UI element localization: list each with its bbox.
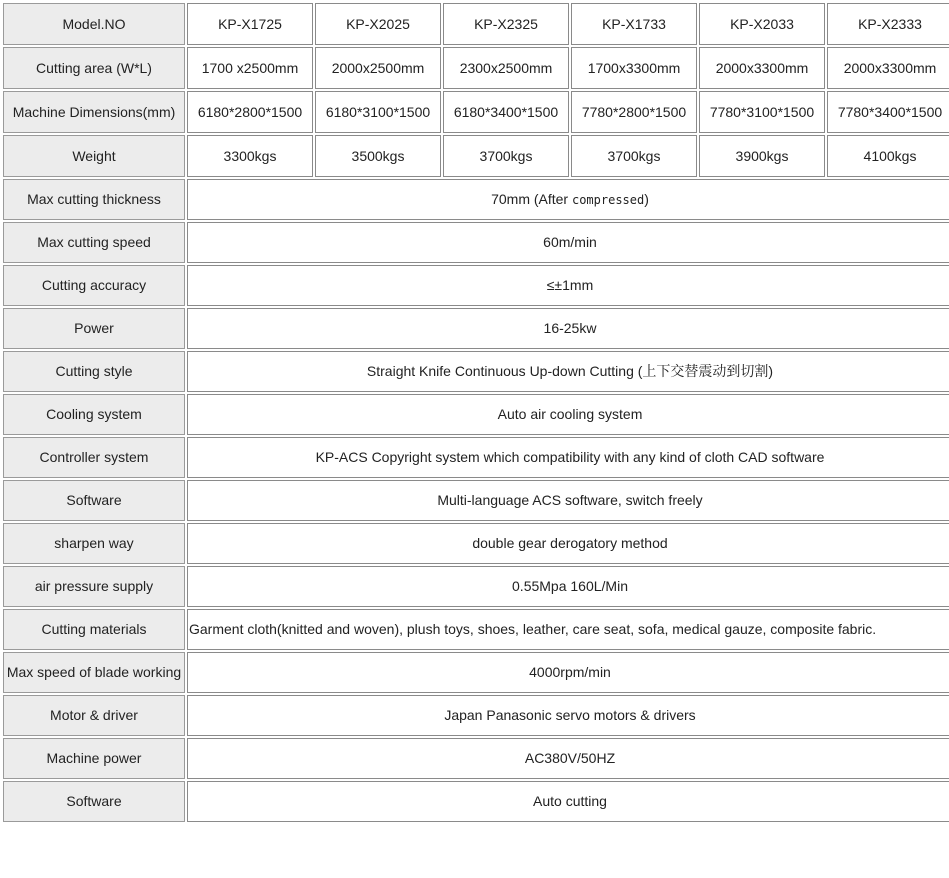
value-cell: 7780*3400*1500 xyxy=(827,91,949,133)
value-cell: 3900kgs xyxy=(699,135,825,177)
value-cell: 2300x2500mm xyxy=(443,47,569,89)
cutting-area-row xyxy=(3,47,949,89)
max-cutting-speed-row xyxy=(3,222,949,263)
value-cell: 7780*2800*1500 xyxy=(571,91,697,133)
row-label: Software xyxy=(3,480,185,521)
row-label: Max cutting thickness xyxy=(3,179,185,220)
sharpen-way-row xyxy=(3,523,949,564)
value-cell: 4100kgs xyxy=(827,135,949,177)
shared-value-cell: Straight Knife Continuous Up-down Cutting (上下交替震动到切割) xyxy=(187,351,949,392)
shared-value-cell: Multi-language ACS software, switch freely xyxy=(187,480,949,521)
row-label: Max cutting speed xyxy=(3,222,185,263)
shared-value-cell: Auto cutting xyxy=(187,781,949,822)
row-label: Max speed of blade working xyxy=(3,652,185,693)
controller-system-row xyxy=(3,437,949,478)
value-cell: 6180*3100*1500 xyxy=(315,91,441,133)
cutting-materials-row xyxy=(3,609,949,650)
thickness-value: 70mm (After xyxy=(491,191,572,208)
thickness-note: compressed xyxy=(571,193,645,208)
shared-value-cell: AC380V/50HZ xyxy=(187,738,949,779)
value-cell: 6180*3400*1500 xyxy=(443,91,569,133)
software-row-2 xyxy=(3,781,949,822)
value-cell: 2000x3300mm xyxy=(699,47,825,89)
cutting-accuracy-row xyxy=(3,265,949,306)
model-cell: KP-X1725 xyxy=(187,3,313,45)
weight-row xyxy=(3,135,949,177)
model-cell: KP-X1733 xyxy=(571,3,697,45)
row-label: Cutting style xyxy=(3,351,185,392)
model-cell: KP-X2025 xyxy=(315,3,441,45)
power-row xyxy=(3,308,949,349)
shared-value-cell: 4000rpm/min xyxy=(187,652,949,693)
thickness-close: ) xyxy=(644,191,649,208)
row-label: Cutting accuracy xyxy=(3,265,185,306)
max-blade-speed-row xyxy=(3,652,949,693)
max-cutting-thickness-row xyxy=(3,179,949,220)
row-label: Motor & driver xyxy=(3,695,185,736)
cooling-system-row xyxy=(3,394,949,435)
row-label: Weight xyxy=(3,135,185,177)
value-cell: 3500kgs xyxy=(315,135,441,177)
row-label: Machine Dimensions(mm) xyxy=(3,91,185,133)
air-pressure-supply-row xyxy=(3,566,949,607)
row-label: Machine power xyxy=(3,738,185,779)
shared-value-cell: double gear derogatory method xyxy=(187,523,949,564)
motor-driver-row xyxy=(3,695,949,736)
row-label: Cooling system xyxy=(3,394,185,435)
value-cell: 3700kgs xyxy=(443,135,569,177)
shared-value-cell: Japan Panasonic servo motors & drivers xyxy=(187,695,949,736)
row-label: sharpen way xyxy=(3,523,185,564)
shared-value-cell: 0.55Mpa 160L/Min xyxy=(187,566,949,607)
shared-value-cell xyxy=(187,179,949,220)
row-label: Cutting area (W*L) xyxy=(3,47,185,89)
value-cell: 7780*3100*1500 xyxy=(699,91,825,133)
shared-value-cell: KP-ACS Copyright system which compatibility with any kind of cloth CAD software xyxy=(187,437,949,478)
shared-value-cell: 16-25kw xyxy=(187,308,949,349)
model-cell: KP-X2033 xyxy=(699,3,825,45)
row-label: Cutting materials xyxy=(3,609,185,650)
row-label: Controller system xyxy=(3,437,185,478)
model-cell: KP-X2325 xyxy=(443,3,569,45)
value-cell: 2000x2500mm xyxy=(315,47,441,89)
machine-power-row xyxy=(3,738,949,779)
value-cell: 3700kgs xyxy=(571,135,697,177)
shared-value-cell: Garment cloth(knitted and woven), plush toys, shoes, leather, care seat, sofa, medical gauze, composite fabric. xyxy=(187,609,949,650)
value-cell: 1700x3300mm xyxy=(571,47,697,89)
model-no-label: Model.NO xyxy=(3,3,185,45)
row-label: air pressure supply xyxy=(3,566,185,607)
row-label: Power xyxy=(3,308,185,349)
value-cell: 1700 x2500mm xyxy=(187,47,313,89)
value-cell: 3300kgs xyxy=(187,135,313,177)
shared-value-cell: 60m/min xyxy=(187,222,949,263)
model-cell: KP-X2333 xyxy=(827,3,949,45)
row-label: Software xyxy=(3,781,185,822)
value-cell: 6180*2800*1500 xyxy=(187,91,313,133)
software-row xyxy=(3,480,949,521)
cutting-style-row xyxy=(3,351,949,392)
machine-dimensions-row xyxy=(3,91,949,133)
shared-value-cell: ≤±1mm xyxy=(187,265,949,306)
shared-value-cell: Auto air cooling system xyxy=(187,394,949,435)
header-row xyxy=(3,3,949,45)
spec-table xyxy=(1,1,949,824)
value-cell: 2000x3300mm xyxy=(827,47,949,89)
